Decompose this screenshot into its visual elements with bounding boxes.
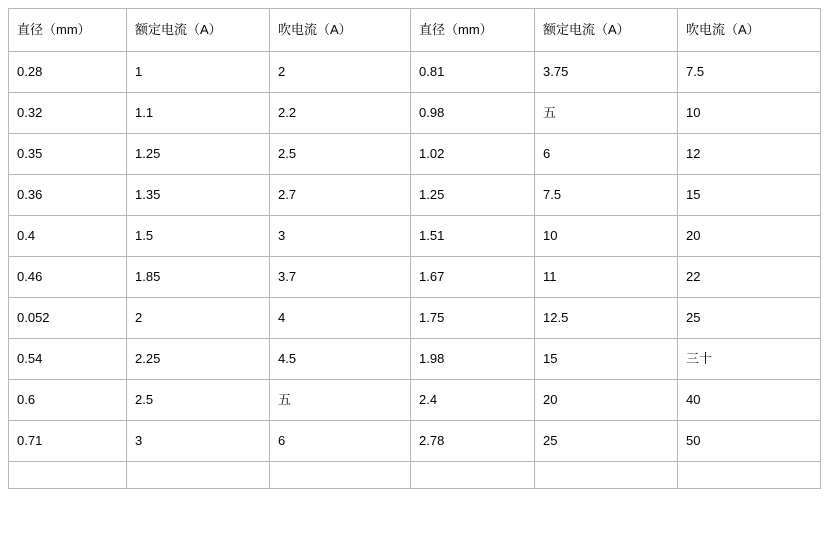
cell-diameter-left [9, 462, 127, 489]
cell-blow-current-right: 25 [678, 298, 821, 339]
cell-rated-current-left: 1.1 [127, 93, 270, 134]
cell-blow-current-left: 6 [270, 421, 411, 462]
cell-rated-current-right: 五 [535, 93, 678, 134]
cell-diameter-right [411, 462, 535, 489]
cell-rated-current-right: 20 [535, 380, 678, 421]
cell-blow-current-left: 3 [270, 216, 411, 257]
cell-blow-current-left: 五 [270, 380, 411, 421]
cell-rated-current-left: 1.35 [127, 175, 270, 216]
cell-rated-current-left: 2.5 [127, 380, 270, 421]
cell-rated-current-left: 1.85 [127, 257, 270, 298]
cell-rated-current-right: 15 [535, 339, 678, 380]
column-header-blow-current-right: 吹电流（A） [678, 9, 821, 52]
cell-diameter-left: 0.28 [9, 52, 127, 93]
fuse-wire-current-table [8, 8, 821, 489]
cell-diameter-right: 0.98 [411, 93, 535, 134]
table-row [9, 298, 821, 339]
cell-diameter-right: 1.98 [411, 339, 535, 380]
cell-diameter-left: 0.46 [9, 257, 127, 298]
column-header-diameter-left: 直径（mm） [9, 9, 127, 52]
table-row [9, 93, 821, 134]
cell-blow-current-right: 15 [678, 175, 821, 216]
cell-diameter-left: 0.71 [9, 421, 127, 462]
table-row [9, 175, 821, 216]
table-row [9, 134, 821, 175]
cell-rated-current-left: 2.25 [127, 339, 270, 380]
cell-rated-current-left: 2 [127, 298, 270, 339]
cell-rated-current-left: 3 [127, 421, 270, 462]
cell-rated-current-left: 1.25 [127, 134, 270, 175]
cell-diameter-right: 1.02 [411, 134, 535, 175]
table-row [9, 339, 821, 380]
cell-rated-current-right: 12.5 [535, 298, 678, 339]
column-header-rated-current-left: 额定电流（A） [127, 9, 270, 52]
cell-diameter-right: 2.4 [411, 380, 535, 421]
cell-blow-current-left [270, 462, 411, 489]
cell-diameter-left: 0.32 [9, 93, 127, 134]
cell-diameter-right: 1.67 [411, 257, 535, 298]
cell-diameter-right: 2.78 [411, 421, 535, 462]
table-row [9, 380, 821, 421]
table-header-row [9, 9, 821, 52]
cell-rated-current-right [535, 462, 678, 489]
table-row [9, 216, 821, 257]
cell-rated-current-left: 1.5 [127, 216, 270, 257]
cell-blow-current-right: 22 [678, 257, 821, 298]
cell-diameter-left: 0.052 [9, 298, 127, 339]
cell-diameter-left: 0.6 [9, 380, 127, 421]
cell-diameter-left: 0.35 [9, 134, 127, 175]
cell-blow-current-right: 7.5 [678, 52, 821, 93]
cell-rated-current-right: 6 [535, 134, 678, 175]
column-header-diameter-right: 直径（mm） [411, 9, 535, 52]
cell-rated-current-left [127, 462, 270, 489]
table-row [9, 257, 821, 298]
table-row [9, 462, 821, 489]
column-header-blow-current-left: 吹电流（A） [270, 9, 411, 52]
cell-diameter-left: 0.36 [9, 175, 127, 216]
cell-rated-current-right: 3.75 [535, 52, 678, 93]
cell-rated-current-right: 25 [535, 421, 678, 462]
cell-diameter-left: 0.4 [9, 216, 127, 257]
cell-blow-current-left: 2.7 [270, 175, 411, 216]
cell-blow-current-right: 三十 [678, 339, 821, 380]
cell-blow-current-right: 40 [678, 380, 821, 421]
cell-diameter-left: 0.54 [9, 339, 127, 380]
cell-diameter-right: 1.51 [411, 216, 535, 257]
cell-blow-current-right: 12 [678, 134, 821, 175]
cell-blow-current-right: 50 [678, 421, 821, 462]
cell-blow-current-left: 3.7 [270, 257, 411, 298]
table-row [9, 52, 821, 93]
cell-rated-current-left: 1 [127, 52, 270, 93]
cell-blow-current-left: 2 [270, 52, 411, 93]
cell-blow-current-left: 4 [270, 298, 411, 339]
table-body [9, 9, 821, 489]
cell-blow-current-right: 20 [678, 216, 821, 257]
cell-blow-current-right: 10 [678, 93, 821, 134]
cell-diameter-right: 0.81 [411, 52, 535, 93]
cell-diameter-right: 1.25 [411, 175, 535, 216]
cell-diameter-right: 1.75 [411, 298, 535, 339]
column-header-rated-current-right: 额定电流（A） [535, 9, 678, 52]
cell-rated-current-right: 11 [535, 257, 678, 298]
cell-blow-current-left: 2.5 [270, 134, 411, 175]
table-row [9, 421, 821, 462]
cell-rated-current-right: 10 [535, 216, 678, 257]
cell-blow-current-left: 2.2 [270, 93, 411, 134]
cell-blow-current-right [678, 462, 821, 489]
cell-blow-current-left: 4.5 [270, 339, 411, 380]
cell-rated-current-right: 7.5 [535, 175, 678, 216]
